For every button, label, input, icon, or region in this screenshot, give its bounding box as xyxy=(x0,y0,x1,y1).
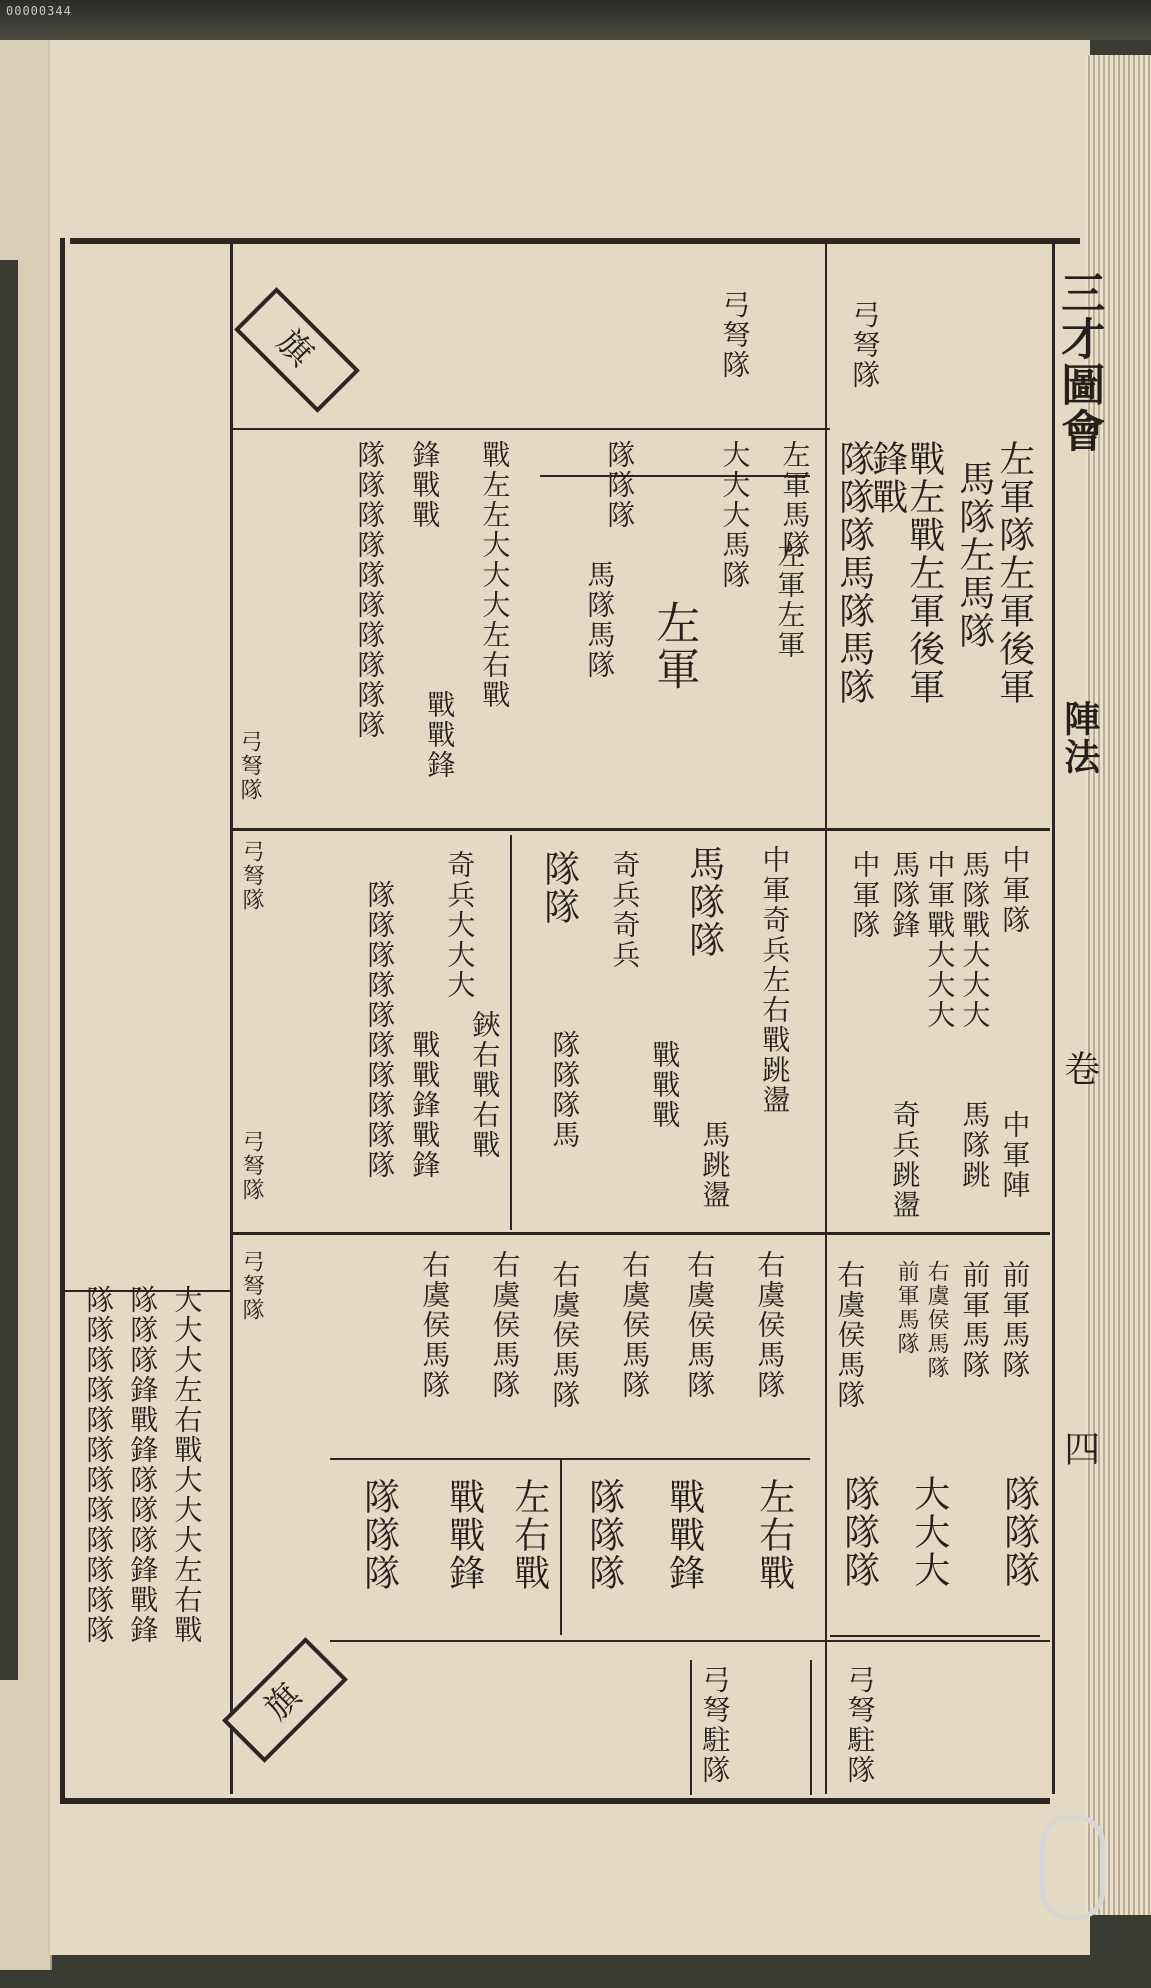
ml-col5: 馬跳盪 xyxy=(698,1120,732,1210)
frame-bottom xyxy=(60,1798,1050,1804)
mr-col4: 馬隊鋒 xyxy=(888,850,922,940)
top-label-a: 弓弩隊 xyxy=(718,290,752,380)
divider-4 xyxy=(330,1640,1050,1642)
ul-col1: 左軍馬隊 xyxy=(778,440,812,560)
spine-title: 三才圖會 xyxy=(1053,270,1105,454)
ur-col1: 左軍隊左軍後軍 xyxy=(993,440,1035,706)
flag-top: 旗 xyxy=(234,287,360,413)
inner-frame-left xyxy=(230,244,233,1794)
vdiv-3 xyxy=(560,1460,562,1635)
ml-col4: 戰戰戰 xyxy=(648,1040,682,1130)
lr-col4: 前軍馬隊 xyxy=(894,1260,920,1356)
ul-col8: 戰戰鋒 xyxy=(423,690,457,780)
mr-col7: 奇兵跳盪 xyxy=(888,1100,922,1220)
mr-col2: 馬隊戰大大大 xyxy=(958,850,992,1030)
lower-row2a: 左右戰 xyxy=(753,1478,795,1592)
ml-col6: 隊隊 xyxy=(538,850,580,926)
lr-col5: 右虞侯馬隊 xyxy=(833,1260,867,1410)
lower-row2d: 左右戰 xyxy=(508,1478,550,1592)
ul-col3: 左軍左軍 xyxy=(773,540,807,660)
vdiv-1 xyxy=(825,244,827,1794)
mr-col8: 中軍陣 xyxy=(998,1110,1032,1200)
frame-top xyxy=(70,238,1080,244)
ul-col6: 戰左左大大大左右戰 xyxy=(478,440,512,710)
ul-col5: 隊隊隊 xyxy=(603,440,637,530)
lower-col-3: 右虞侯馬隊 xyxy=(618,1250,652,1400)
ml-col7: 隊隊隊馬 xyxy=(548,1030,582,1150)
ml-col3: 奇兵奇兵 xyxy=(608,850,642,970)
frame-left xyxy=(60,238,65,1804)
lr-col8: 隊隊隊 xyxy=(838,1475,880,1589)
chapter-title: 陣法 xyxy=(1058,700,1101,776)
lower-col-4: 右虞侯馬隊 xyxy=(548,1260,582,1410)
bottom-label-b: 弓弩駐隊 xyxy=(698,1665,732,1785)
ml-col1: 中軍奇兵左右戰跳盪 xyxy=(758,845,792,1115)
lower-row2b: 戰戰鋒 xyxy=(663,1478,705,1592)
lr-col7: 大大大 xyxy=(908,1475,950,1589)
ul-col4: 馬隊馬隊 xyxy=(583,560,617,680)
vdiv-5 xyxy=(810,1660,812,1795)
lower-col-1: 右虞侯馬隊 xyxy=(753,1250,787,1400)
lr-col3: 右虞侯馬隊 xyxy=(924,1260,950,1380)
lr-col2: 前軍馬隊 xyxy=(958,1260,992,1380)
fl-col2: 隊隊隊鋒戰鋒隊隊隊鋒戰鋒 xyxy=(126,1285,160,1645)
divider-1 xyxy=(230,428,830,430)
ml-col9: 鋏右戰右戰 xyxy=(468,1010,502,1160)
ml-side-a: 弓弩隊 xyxy=(239,840,265,912)
lower-row2e: 戰戰鋒 xyxy=(443,1478,485,1592)
ul-col2: 大大大馬隊 xyxy=(718,440,752,590)
lower-row2f: 隊隊隊 xyxy=(358,1478,400,1592)
ur-col3: 戰左戰左軍後軍 xyxy=(903,440,945,706)
lower-col-6: 右虞侯馬隊 xyxy=(418,1250,452,1400)
ur-col4: 鋒戰 xyxy=(866,440,908,516)
divider-3 xyxy=(230,1232,1050,1235)
ul-side-label: 弓弩隊 xyxy=(237,730,263,802)
divider-2 xyxy=(230,828,1050,831)
ul-title: 左軍 xyxy=(648,600,700,692)
lower-side: 弓弩隊 xyxy=(239,1250,265,1322)
ml-col8: 奇兵大大大 xyxy=(443,850,477,1000)
ul-col7: 鋒戰戰 xyxy=(408,440,442,530)
hline-upper xyxy=(540,475,810,477)
volume-mark-b: 四 xyxy=(1058,1430,1100,1468)
ml-side-b: 弓弩隊 xyxy=(239,1130,265,1202)
vdiv-2 xyxy=(510,835,512,1230)
right-frame xyxy=(1052,244,1055,1794)
lr-col1: 前軍馬隊 xyxy=(998,1260,1032,1380)
vdiv-4 xyxy=(690,1660,692,1795)
lower-col-5: 右虞侯馬隊 xyxy=(488,1250,522,1400)
ml-col11: 隊隊隊隊隊隊隊隊隊隊 xyxy=(363,880,397,1180)
lr-col6: 隊隊隊 xyxy=(998,1475,1040,1589)
hline-lower xyxy=(330,1458,810,1460)
ml-col2: 馬隊隊 xyxy=(683,845,725,959)
ur-col5: 隊隊隊馬隊馬隊 xyxy=(833,440,875,706)
volume-mark-a: 卷 xyxy=(1058,1050,1100,1088)
binder-clip xyxy=(1040,1815,1105,1920)
lower-row2c: 隊隊隊 xyxy=(583,1478,625,1592)
top-band xyxy=(0,0,1151,40)
mr-col5: 中軍隊 xyxy=(848,850,882,940)
serial-number: 00000344 xyxy=(6,4,72,18)
lower-col-2: 右虞侯馬隊 xyxy=(683,1250,717,1400)
ul-col9: 隊隊隊隊隊隊隊隊隊隊 xyxy=(353,440,387,740)
ml-col10: 戰戰鋒戰鋒 xyxy=(408,1030,442,1180)
fl-col3: 隊隊隊隊隊隊隊隊隊隊隊隊 xyxy=(82,1285,116,1645)
fl-col1: 大大大左右戰大大大左右戰 xyxy=(170,1285,204,1645)
mr-col1: 中軍隊 xyxy=(998,845,1032,935)
flag-bottom: 旗 xyxy=(222,1637,348,1763)
ur-col2: 馬隊左馬隊 xyxy=(953,460,995,650)
left-page-edge xyxy=(0,260,18,1680)
hline-bottom xyxy=(830,1635,1040,1637)
top-label-b: 弓弩隊 xyxy=(848,300,882,390)
bottom-label-a: 弓弩駐隊 xyxy=(843,1665,877,1785)
mr-col3: 中軍戰大大大 xyxy=(923,850,957,1030)
mr-col6: 馬隊跳 xyxy=(958,1100,992,1190)
